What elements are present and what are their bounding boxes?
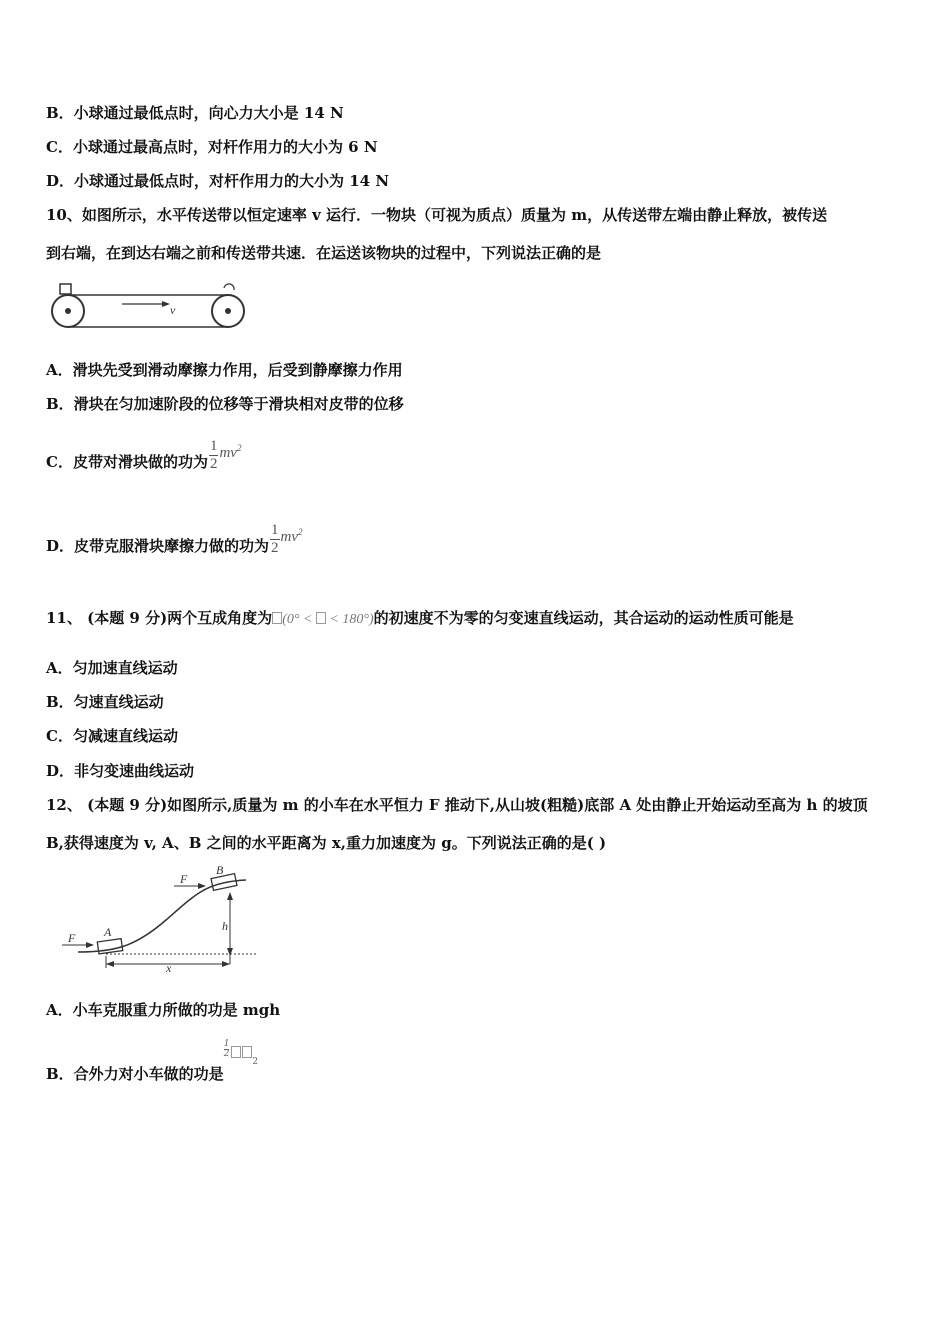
q12-stem-line1: 12、 (本题 9 分)如图所示,质量为 m 的小车在水平恒力 F 推动下,从山坡(粗糙)底部 A 处由静止开始运动至高为 h 的坡顶 [46, 796, 868, 814]
q11-stem-suffix: 的初速度不为零的匀变速直线运动，其合运动的运动性质可能是 [373, 609, 794, 627]
q10-option-d [46, 512, 303, 566]
q11-option-a: A．匀加速直线运动 [46, 659, 178, 677]
placeholder-glyph-icon [242, 1046, 252, 1058]
q9-option-b: B．小球通过最低点时，向心力大小是 14 N [46, 104, 344, 122]
expression-exponent: 2 [252, 1057, 259, 1067]
q10-option-c-text: C．皮带对滑块做的功为 [46, 453, 208, 471]
expression-exponent: 2 [298, 527, 303, 537]
expression-mv: mv [219, 445, 237, 461]
q10-option-d-expression [281, 529, 303, 545]
q11-option-c: C．匀减速直线运动 [46, 727, 178, 745]
placeholder-glyph-icon [231, 1046, 241, 1058]
fraction-numerator: 1 [209, 437, 218, 454]
fraction-numerator: 1 [271, 521, 279, 538]
theta-placeholder-icon [272, 612, 282, 624]
hill-slope-figure [56, 864, 266, 976]
q11-stem [46, 608, 794, 630]
q10-option-b: B．滑块在匀加速阶段的位移等于滑块相对皮带的位移 [46, 395, 404, 413]
conveyor-belt-figure [48, 282, 248, 332]
expression-exponent: 2 [236, 443, 242, 453]
fraction-numerator: 1 [223, 1039, 230, 1049]
force-f-label-bottom: F [68, 931, 76, 945]
q10-option-c [46, 428, 241, 482]
expression-mv: mv [280, 529, 299, 545]
point-b-label: B [216, 864, 224, 877]
fraction-denominator: 2 [209, 455, 218, 472]
q12-option-b-fraction [224, 1040, 230, 1059]
q10-stem-line2: 到右端，在到达右端之前和传送带共速．在运送该物块的过程中，下列说法正确的是 [46, 244, 602, 262]
q10-option-c-expression [219, 445, 241, 461]
q10-option-d-text: D．皮带克服滑块摩擦力做的功为 [46, 537, 270, 555]
point-a-label: A [104, 925, 112, 939]
q12-option-b-text: B．合外力对小车做的功是 [46, 1065, 224, 1083]
q11-option-b: B．匀速直线运动 [46, 693, 164, 711]
fraction-denominator: 2 [223, 1049, 230, 1059]
q10-option-a: A．滑块先受到滑动摩擦力作用，后受到静摩擦力作用 [46, 361, 403, 379]
theta-placeholder-icon [316, 612, 326, 624]
q9-option-d: D．小球通过最低点时，对杆作用力的大小为 14 N [46, 172, 390, 190]
q11-angle-end: < 180°) [325, 612, 374, 627]
q10-option-d-fraction [270, 522, 280, 557]
q12-stem-line2: B,获得速度为 v, A、B 之间的水平距离为 x,重力加速度为 g。下列说法正确的是( ) [46, 834, 607, 852]
q9-option-c: C．小球通过最高点时，对杆作用力的大小为 6 N [46, 138, 378, 156]
q10-stem-line1: 10、如图所示，水平传送带以恒定速率 v 运行．一物块（可视为质点）质量为 m，从传送带左端由静止释放，被传送 [46, 206, 828, 224]
fraction-denominator: 2 [271, 539, 279, 556]
q11-angle-start: (0° < [282, 612, 316, 627]
q11-stem-prefix: 11、 (本题 9 分)两个互成角度为 [46, 609, 273, 627]
distance-x-label: x [166, 961, 172, 975]
q12-option-a: A．小车克服重力所做的功是 mgh [46, 1001, 281, 1019]
q11-option-d: D．非匀变速曲线运动 [46, 762, 195, 780]
belt-velocity-label: v [170, 303, 176, 317]
height-h-label: h [222, 919, 228, 933]
q12-option-b [46, 1040, 258, 1096]
q10-option-c-fraction [209, 438, 219, 473]
force-f-label-top: F [180, 872, 188, 886]
